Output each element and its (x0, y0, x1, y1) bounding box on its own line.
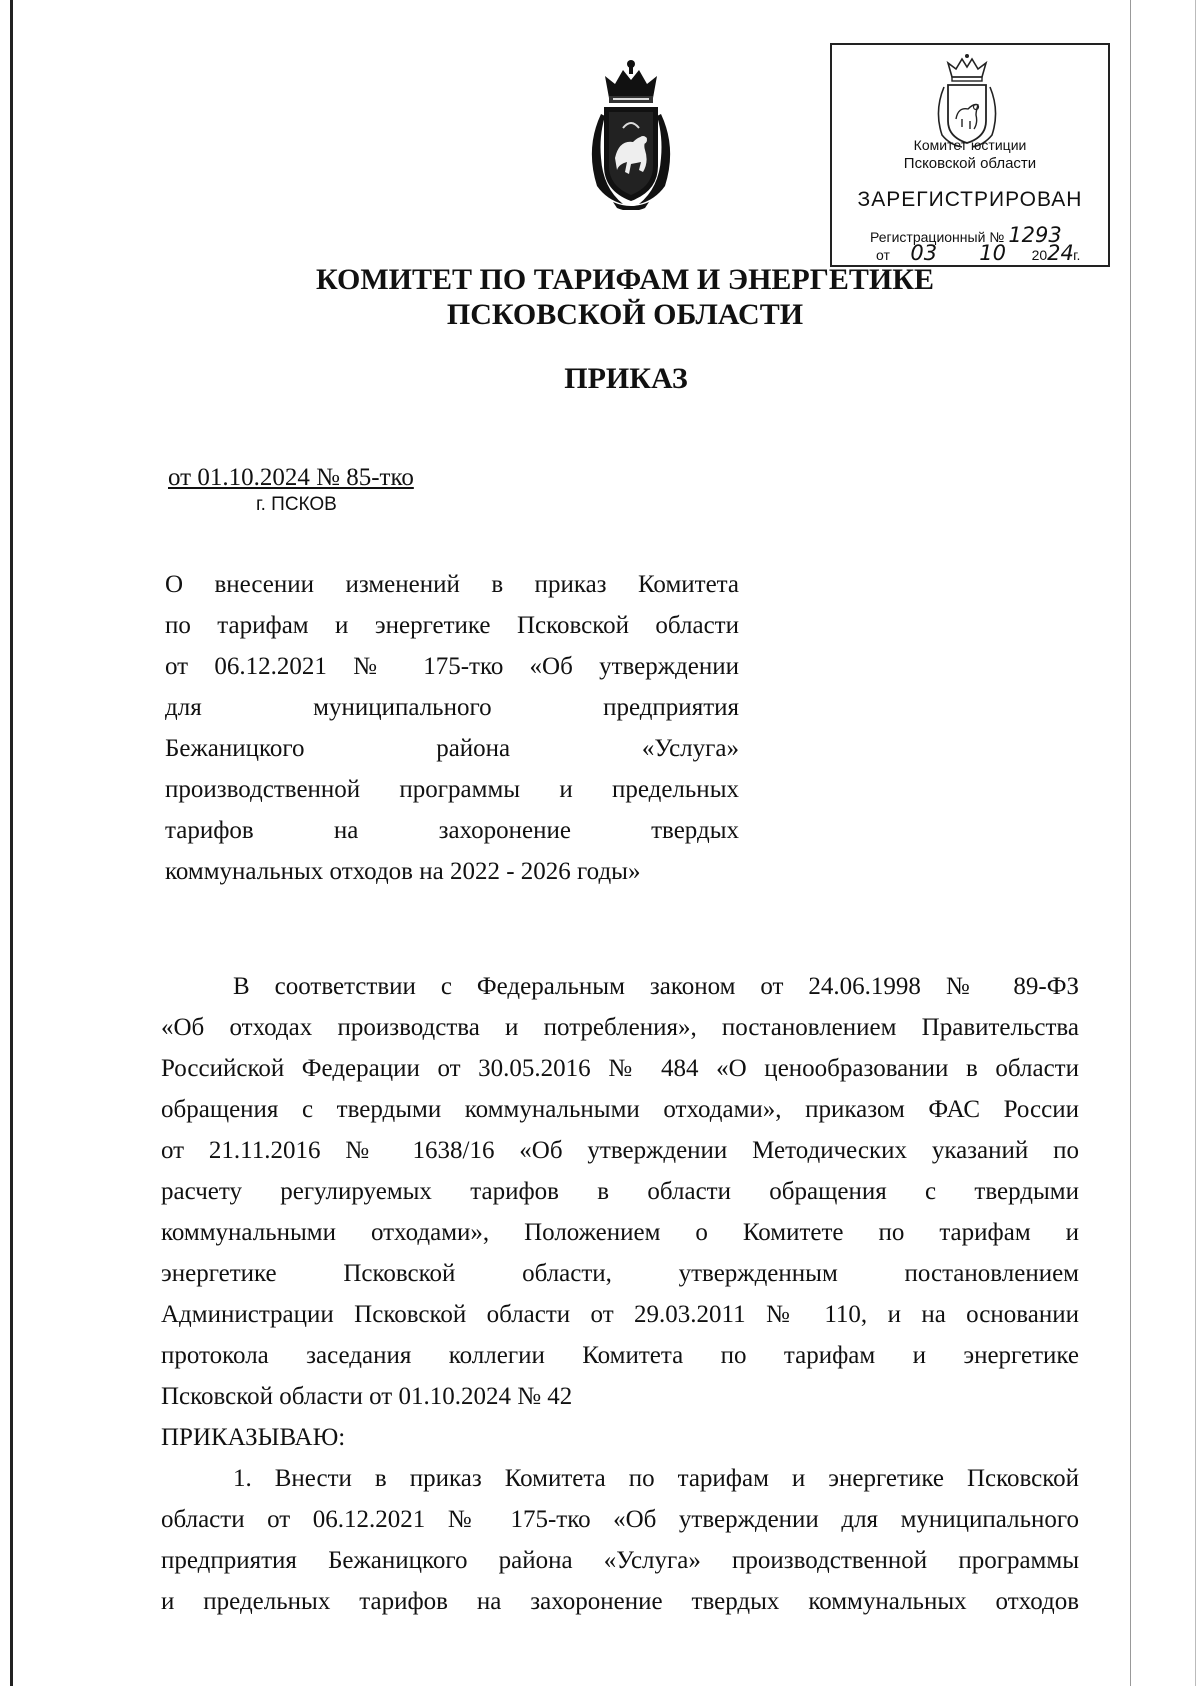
prikazyvayu-heading: ПРИКАЗЫВАЮ: (161, 1424, 346, 1451)
stamp-date-year-prefix: 20 (1031, 247, 1048, 263)
stamp-coat-of-arms-icon (934, 53, 1000, 149)
page-edge-right (1130, 0, 1131, 1686)
body-line: протокола заседания коллегии Комитета по тарифам и энергетике (161, 1342, 1079, 1369)
subject-line: производственной программы и предельных (165, 776, 739, 803)
stamp-org-line1: Комитет юстиции (913, 137, 1027, 153)
body-line: Российской Федерации от 30.05.2016 № 484 «О ценообразовании в области (161, 1055, 1079, 1082)
stamp-org-line2: Псковской области (903, 155, 1037, 172)
order-date-number: от 01.10.2024 № 85-тко (168, 464, 414, 491)
body-line: энергетике Псковской области, утвержденным постановлением (161, 1260, 1079, 1287)
organization-line2: ПСКОВСКОЙ ОБЛАСТИ (446, 298, 804, 331)
document-title: ПРИКАЗ (564, 362, 688, 395)
body-line: коммунальными отходами», Положением о Комитете по тарифам и (161, 1219, 1079, 1246)
body-line: от 21.11.2016 № 1638/16 «Об утверждении Методических указаний по (161, 1137, 1079, 1164)
subject-line: от 06.12.2021 № 175-тко «Об утверждении (165, 653, 739, 680)
item1-line: и предельных тарифов на захоронение твердых коммунальных отходов (161, 1588, 1079, 1615)
subject-line: О внесении изменений в приказ Комитета (165, 571, 739, 598)
subject-line: Бежаницкого района «Услуга» (165, 735, 739, 762)
subject-line: для муниципального предприятия (165, 694, 739, 721)
page-edge-right-outer (1195, 0, 1196, 1686)
organization-line1: КОМИТЕТ ПО ТАРИФАМ И ЭНЕРГЕТИКЕ (316, 263, 934, 296)
coat-of-arms-icon (583, 58, 679, 210)
item1-line: области от 06.12.2021 № 175-тко «Об утверждении для муниципального (161, 1506, 1079, 1533)
page-edge-left (10, 0, 13, 1686)
body-line: обращения с твердыми коммунальными отходами», приказом ФАС России (161, 1096, 1079, 1123)
stamp-date-month: 10 (958, 241, 1028, 266)
subject-line: тарифов на захоронение твердых (165, 817, 739, 844)
stamp-date-day: 03 (894, 241, 954, 266)
stamp-date-suffix: г. (1073, 247, 1081, 263)
stamp-registered: ЗАРЕГИСТРИРОВАН (857, 188, 1083, 211)
order-body (161, 966, 1079, 1622)
subject-line: по тарифам и энергетике Псковской области (165, 612, 739, 639)
order-subject (165, 564, 739, 892)
body-line: расчету регулируемых тарифов в области обращения с твердыми (161, 1178, 1079, 1205)
item1-line: 1. Внести в приказ Комитета по тарифам и энергетике Псковской (233, 1465, 1079, 1492)
subject-line: коммунальных отходов на 2022 - 2026 годы» (165, 858, 641, 885)
item1-line: предприятия Бежаницкого района «Услуга» производственной программы (161, 1547, 1079, 1574)
body-line: В соответствии с Федеральным законом от 24.06.1998 № 89-ФЗ (233, 973, 1079, 1000)
stamp-reg-number-value: 1293 (1008, 223, 1062, 247)
city: г. ПСКОВ (256, 494, 337, 515)
stamp-reg-number-label: Регистрационный № (870, 229, 1005, 245)
organization-header (0, 262, 1200, 332)
body-line: Администрации Псковской области от 29.03.2011 № 110, и на основании (161, 1301, 1079, 1328)
body-line: Псковской области от 01.10.2024 № 42 (161, 1383, 573, 1410)
stamp-date-year-suffix: 24 (1047, 241, 1074, 265)
registration-stamp (830, 43, 1110, 267)
stamp-date-prefix: от (876, 247, 890, 263)
body-line: «Об отходах производства и потребления», постановлением Правительства (161, 1014, 1079, 1041)
